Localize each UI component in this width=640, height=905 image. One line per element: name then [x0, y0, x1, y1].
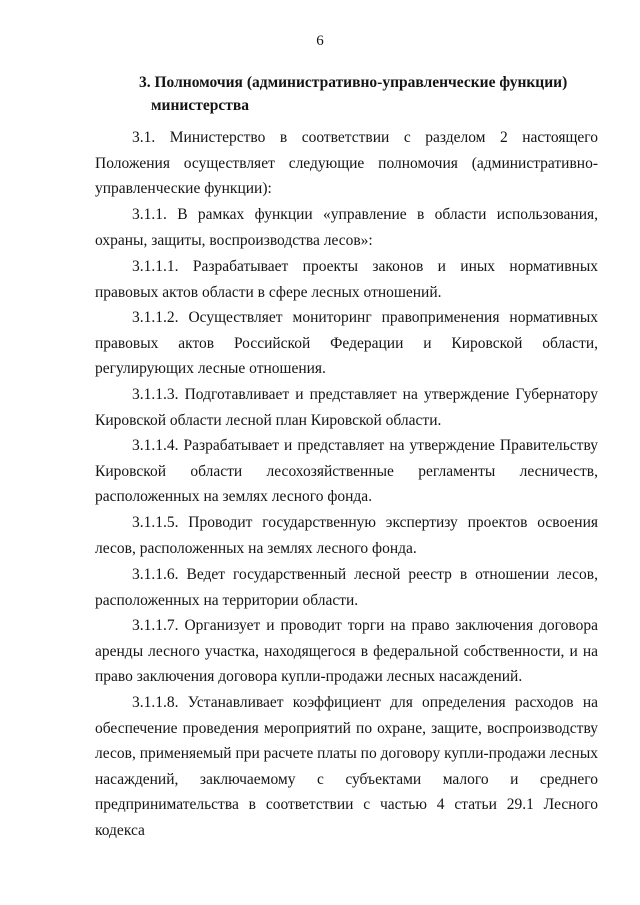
- paragraph-3-1-1-7: 3.1.1.7. Организует и проводит торги на право заключения договора аренды лесного участка, находящегося в федеральной собственности, и на право заключения договора купли-продажи лесных насаждений.: [95, 617, 598, 685]
- section-heading: [139, 71, 609, 117]
- paragraph-3-1-1-4: 3.1.1.4. Разрабатывает и представляет на утверждение Правительству Кировской области лесохозяйственные регламенты лесничеств, расположенных на землях лесного фонда.: [95, 437, 598, 505]
- paragraph-3-1-1-2: 3.1.1.2. Осуществляет мониторинг правоприменения нормативных правовых актов Российской Федерации и Кировской области, регулирующих лесные отношения.: [95, 309, 598, 377]
- section-heading-line-2: министерства: [151, 97, 249, 114]
- paragraph-3-1-1-3: 3.1.1.3. Подготавливает и представляет на утверждение Губернатору Кировской области лесной план Кировской области.: [95, 386, 598, 429]
- paragraph-3-1-1-8: 3.1.1.8. Устанавливает коэффициент для определения расходов на обеспечение проведения мероприятий по охране, защите, воспроизводству лесов, применяемый при расчете платы по договору купли-продажи лесных насаждений, заключаемому с субъектами малого и среднего предпринимательства в соответствии с частью 4 статьи 29.1 Лесного кодекса: [95, 694, 598, 839]
- paragraph-3-1-1: 3.1.1. В рамках функции «управление в области использования, охраны, защиты, воспроизводства лесов»:: [95, 206, 598, 249]
- paragraph-3-1-1-6: 3.1.1.6. Ведет государственный лесной реестр в отношении лесов, расположенных на территории области.: [95, 566, 598, 609]
- paragraph-3-1: 3.1. Министерство в соответствии с разделом 2 настоящего Положения осуществляет следующие полномочия (административно-управленческие функции):: [95, 129, 598, 197]
- section-heading-line-1: 3. Полномочия (административно-управленческие функции): [139, 74, 568, 91]
- paragraph-3-1-1-1: 3.1.1.1. Разрабатывает проекты законов и иных нормативных правовых актов области в сфере лесных отношений.: [95, 258, 598, 301]
- paragraph-3-1-1-5: 3.1.1.5. Проводит государственную экспертизу проектов освоения лесов, расположенных на землях лесного фонда.: [95, 514, 598, 557]
- page-number: 6: [316, 33, 324, 49]
